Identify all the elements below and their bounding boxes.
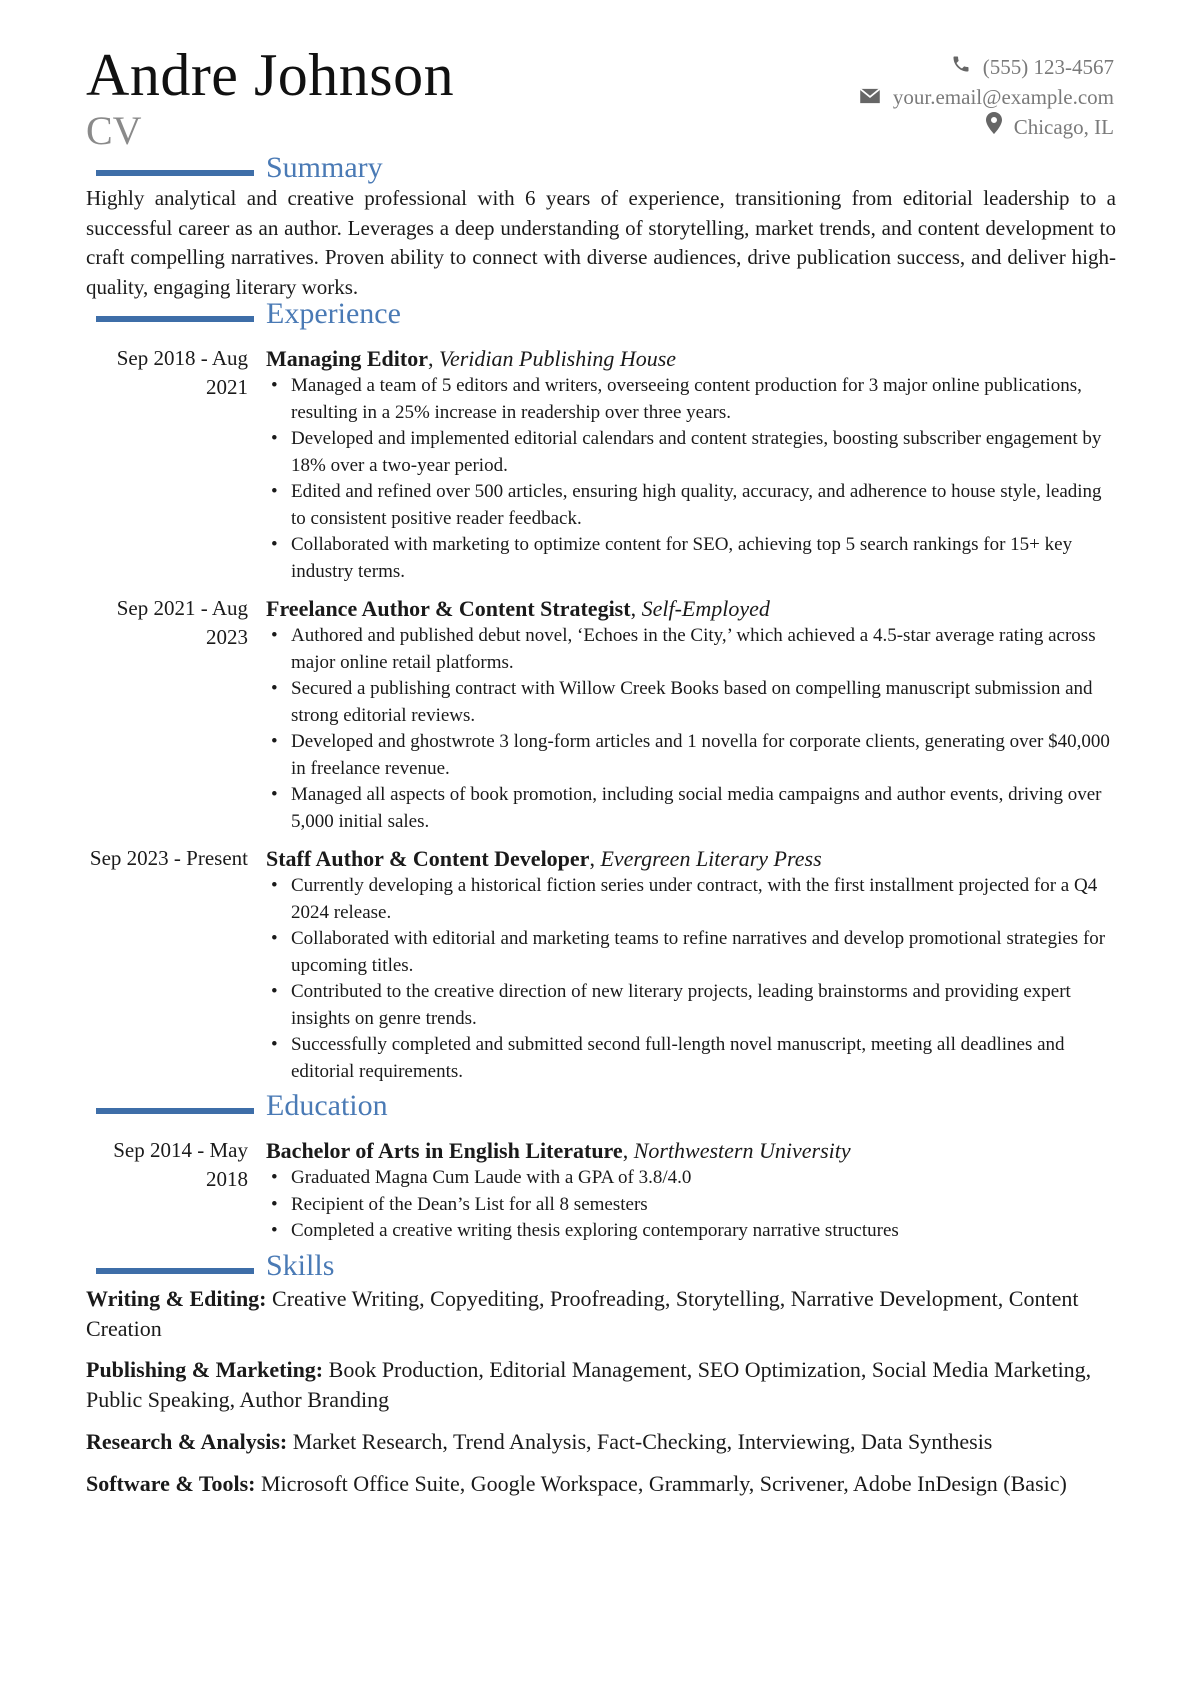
section-title: Education (266, 1089, 388, 1122)
section-title: Experience (266, 297, 401, 330)
summary-text: Highly analytical and creative professional with 6 years of experience, transitioning from editorial leadership to a successful career as an author. Leverages a deep understanding of storytelling, market trends, and content development to craft compelling narratives. Proven ability to connect with diverse audiences, drive publication success, and deliver high-quality, engaging literary works. (86, 186, 1116, 299)
bullet-item: • Collaborated with editorial and marketing teams to refine narratives and develop promotional strategies for upcoming titles. (266, 926, 1116, 979)
skill-group (86, 1284, 1116, 1343)
skill-category: Writing & Editing: (86, 1286, 267, 1311)
contact-email[interactable] (859, 82, 1114, 112)
section-accent-bar (96, 1268, 254, 1274)
bullet-item: • Graduated Magna Cum Laude with a GPA of 3.8/4.0 (266, 1165, 1116, 1192)
entry-bullets (266, 623, 1116, 835)
section-accent-bar (96, 316, 254, 322)
skill-category: Publishing & Marketing: (86, 1357, 324, 1382)
entry-organization: Self-Employed (641, 596, 770, 621)
skill-category: Research & Analysis: (86, 1429, 288, 1454)
envelope-icon (859, 82, 881, 112)
education-section-header (96, 1089, 1096, 1128)
entry-heading: Freelance Author & Content Strategist, Self-Employed (266, 596, 770, 621)
entry-bullets (266, 1165, 1116, 1245)
bullet-item: • Managed all aspects of book promotion, including social media campaigns and author events, driving over 5,000 initial sales. (266, 782, 1116, 835)
bullet-item: • Edited and refined over 500 articles, ensuring high quality, accuracy, and adherence to house style, leading to consistent positive reader feedback. (266, 479, 1116, 532)
skills-section-header (96, 1249, 1096, 1288)
entry-title: Bachelor of Arts in English Literature (266, 1138, 623, 1163)
bullet-item: • Developed and ghostwrote 3 long-form articles and 1 novella for corporate clients, generating over $40,000 in freelance revenue. (266, 729, 1116, 782)
section-accent-bar (96, 170, 254, 176)
entry-title: Staff Author & Content Developer (266, 846, 590, 871)
bullet-item: • Managed a team of 5 editors and writers, overseeing content production for 3 major online publications, resulting in a 25% increase in readership over three years. (266, 373, 1116, 426)
entry-dates: Sep 2021 - Aug 2023 (116, 596, 248, 649)
entry-heading: Bachelor of Arts in English Literature, Northwestern University (266, 1138, 851, 1163)
map-pin-icon (986, 112, 1002, 142)
bullet-item: • Collaborated with marketing to optimize content for SEO, achieving top 5 search rankings for 15+ key industry terms. (266, 532, 1116, 585)
entry-title: Managing Editor (266, 346, 428, 371)
entry-heading: Managing Editor, Veridian Publishing House (266, 346, 677, 371)
skill-group (86, 1355, 1116, 1414)
bullet-item: • Authored and published debut novel, ‘Echoes in the City,’ which achieved a 4.5-star average rating across major online retail platforms. (266, 623, 1116, 676)
bullet-item: • Secured a publishing contract with Willow Creek Books based on compelling manuscript submission and strong editorial reviews. (266, 676, 1116, 729)
entry-dates: Sep 2018 - Aug 2021 (116, 346, 248, 399)
entry-bullets (266, 873, 1116, 1085)
skill-items: Book Production, Editorial Management, SEO Optimization, Social Media Marketing, Public Speaking, Author Branding (86, 1357, 1092, 1412)
contact-location (859, 112, 1114, 142)
candidate-name: Andre Johnson (86, 42, 455, 108)
phone-icon (951, 52, 971, 82)
bullet-item: • Developed and implemented editorial calendars and content strategies, boosting subscriber engagement by 18% over a two-year period. (266, 426, 1116, 479)
skill-group (86, 1469, 1116, 1499)
location-text: Chicago, IL (1013, 115, 1114, 139)
experience-section-header (96, 297, 1096, 336)
bullet-item: • Completed a creative writing thesis exploring contemporary narrative structures (266, 1218, 1116, 1245)
bullet-item: • Contributed to the creative direction of new literary projects, leading brainstorms and providing expert insights on genre trends. (266, 979, 1116, 1032)
entry-dates: Sep 2014 - May 2018 (113, 1138, 248, 1191)
contact-block (859, 52, 1114, 142)
entry-bullets (266, 373, 1116, 585)
phone-text: (555) 123-4567 (982, 55, 1114, 79)
bullet-item: • Successfully completed and submitted second full-length novel manuscript, meeting all deadlines and editorial requirements. (266, 1032, 1116, 1085)
document-subtitle: CV (86, 108, 142, 153)
skill-items: Creative Writing, Copyediting, Proofreading, Storytelling, Narrative Development, Content Creation (86, 1286, 1079, 1341)
entry-dates: Sep 2023 - Present (89, 846, 248, 870)
skill-group (86, 1427, 1116, 1457)
email-text: your.email@example.com (892, 85, 1114, 109)
skill-category: Software & Tools: (86, 1471, 256, 1496)
entry-organization: Evergreen Literary Press (600, 846, 822, 871)
skill-items: Market Research, Trend Analysis, Fact-Checking, Interviewing, Data Synthesis (292, 1429, 993, 1454)
bullet-item: • Recipient of the Dean’s List for all 8 semesters (266, 1192, 1116, 1219)
contact-phone[interactable] (859, 52, 1114, 82)
section-title: Summary (266, 151, 383, 184)
section-title: Skills (266, 1249, 335, 1282)
entry-heading: Staff Author & Content Developer, Evergreen Literary Press (266, 846, 822, 871)
section-accent-bar (96, 1108, 254, 1114)
entry-title: Freelance Author & Content Strategist (266, 596, 631, 621)
entry-organization: Northwestern University (633, 1138, 851, 1163)
entry-organization: Veridian Publishing House (438, 346, 677, 371)
bullet-item: • Currently developing a historical fiction series under contract, with the first installment projected for a Q4 2024 release. (266, 873, 1116, 926)
skill-items: Microsoft Office Suite, Google Workspace, Grammarly, Scrivener, Adobe InDesign (Basic) (261, 1471, 1067, 1496)
